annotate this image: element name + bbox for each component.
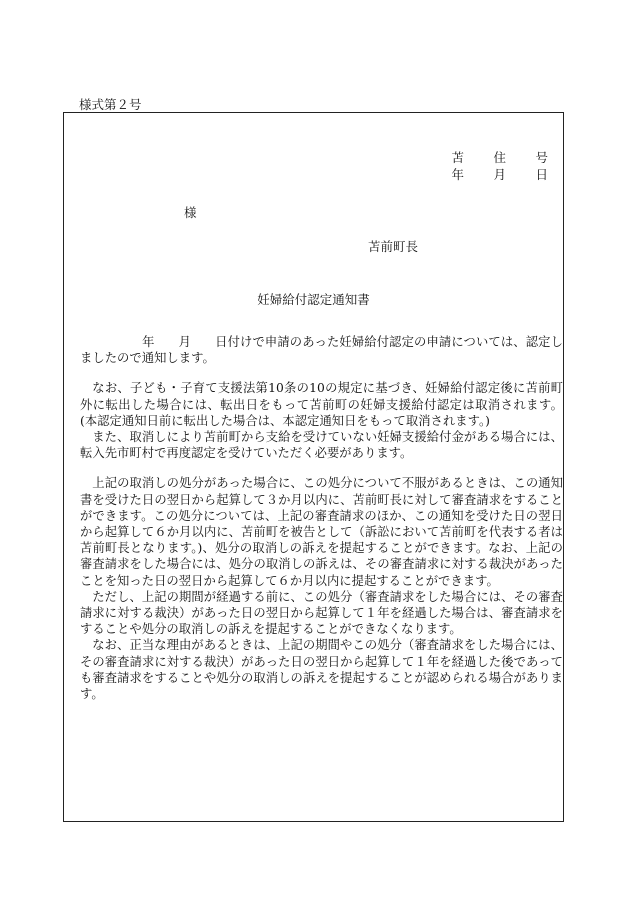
date-month-label: 月 (178, 335, 192, 349)
paragraph-appeal-deadline: ただし、上記の期間が経過する前に、この処分（審査請求をした場合には、その審査請求に対する裁決）があった日の翌日から起算して１年を経過した場合は、審査請求をすることや処分の取消しの訴えを提起することができなくなります。 (80, 589, 563, 637)
issuer-name: 苫前町長 (368, 239, 419, 254)
document-title: 妊婦給付認定通知書 (257, 292, 370, 307)
reference-number-line (451, 149, 548, 166)
reference-day-label: 日 (535, 167, 548, 182)
date-year-label: 年 (142, 335, 155, 349)
reference-number-label: 号 (535, 150, 548, 165)
reference-date-line (451, 166, 548, 183)
notice-body (80, 334, 563, 702)
reference-month-label: 月 (493, 167, 506, 182)
approval-text: 日付けで申請のあった妊婦給付認定の申請については、認定しましたので通知します。 (80, 335, 563, 366)
reference-year-label: 年 (451, 167, 464, 182)
paragraph-appeal-rights: 上記の取消しの処分があった場合に、この処分について不服があるときは、この通知書を受けた日の翌日から起算して３か月以内に、苫前町長に対して審査請求をすることができます。この処分については、上記の審査請求のほか、この通知を受けた日の翌日から起算して６か月以内に、苫前町を被告として（訴訟において苫前町を代表する者は苫前町長となります。)、処分の取消しの訴えを提起することができます。なお、上記の審査請求をした場合には、処分の取消しの訴えは、その審査請求に対する裁決があったことを知った日の翌日から起算して６か月以内に提起することができます。 (80, 476, 563, 588)
notice-frame (63, 112, 564, 822)
form-number: 様式第２号 (79, 97, 142, 112)
paragraph-recertification: また、取消しにより苫前町から支給を受けていない妊婦支援給付金がある場合には、転入先市町村で再度認定を受けていただく必要があります。 (80, 430, 563, 461)
reference-block (451, 149, 548, 183)
reference-prefix: 苫 (451, 150, 464, 165)
paragraph-justifiable-reason: なお、正当な理由があるときは、上記の期間やこの処分（審査請求をした場合には、その審査請求に対する裁決）があった日の翌日から起算して１年を経過した後であっても審査請求をすることや処分の取消しの訴えを提起することが認められる場合があります。 (80, 638, 563, 702)
addressee-honorific: 様 (184, 205, 197, 220)
reference-residence-label: 住 (493, 150, 506, 165)
paragraph-transfer-cancellation: なお、子ども・子育て支援法第10条の10の規定に基づき、妊婦給付認定後に苫前町外に転出した場合には、転出日をもって苫前町の妊婦支援給付認定は取消されます。(本認定通知日前に転出した場合は、本認定通知日をもって取消されます。) (80, 381, 563, 428)
paragraph-approval (80, 334, 563, 366)
